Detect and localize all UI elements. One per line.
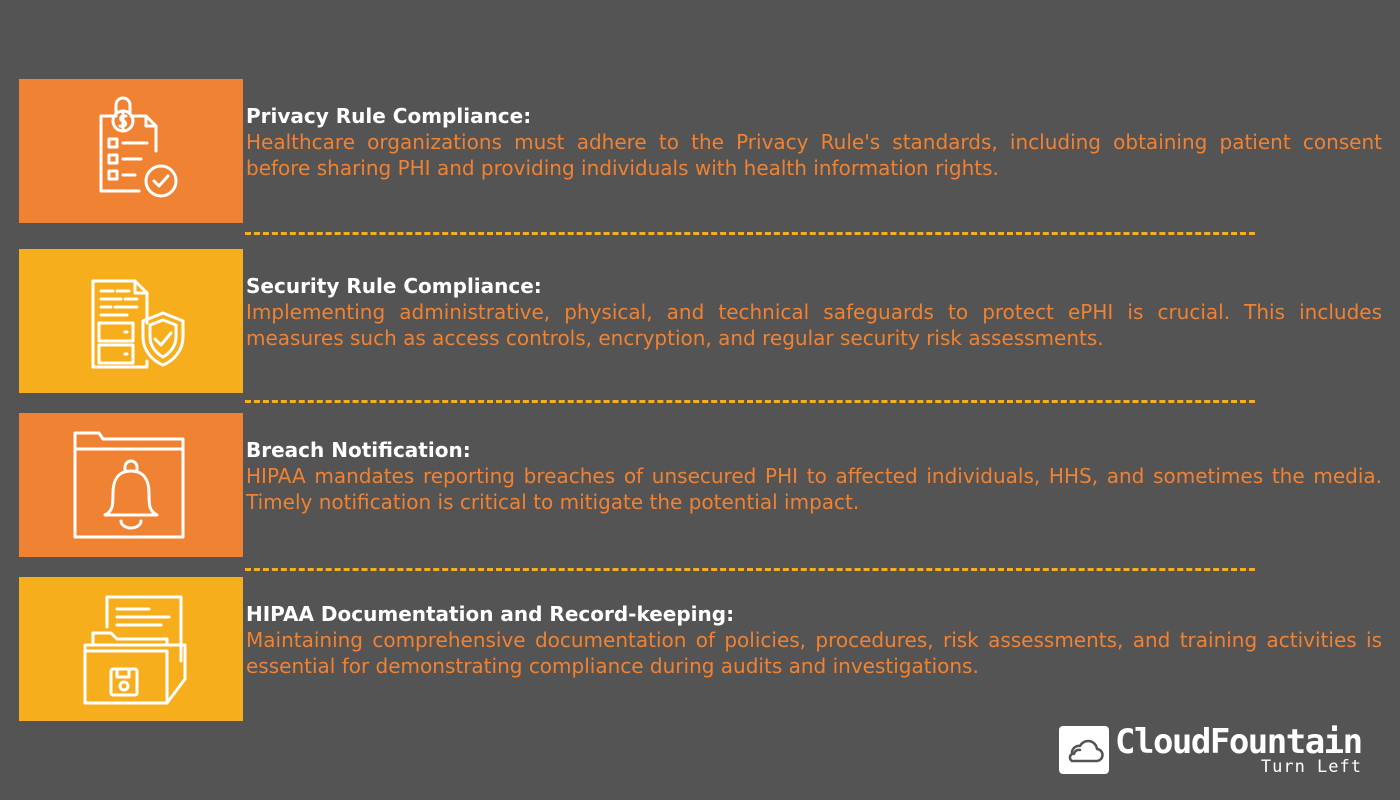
icon-box [19,79,243,223]
compliance-item-documentation [19,577,1389,721]
item-title: Privacy Rule Compliance: [246,104,532,128]
item-description: Healthcare organizations must adhere to the Privacy Rule's standards, including obtaining patient consent before sharing PHI and providing individuals with health information rights. [246,130,1382,180]
icon-box [19,249,243,393]
item-text [246,601,1382,679]
item-description: HIPAA mandates reporting breaches of unsecured PHI to affected individuals, HHS, and sometimes the media. Timely notification is critical to mitigate the potential impact. [246,464,1382,514]
dashed-divider [245,568,1255,571]
folder-document-icon [71,589,191,709]
brand-logo-block [1059,722,1364,777]
item-text [246,103,1382,181]
browser-bell-icon [71,425,191,545]
icon-box [19,577,243,721]
dashed-divider [245,400,1255,403]
compliance-item-security [19,249,1389,393]
item-title: Breach Notification: [246,438,471,462]
compliance-item-privacy [19,79,1389,223]
brand-tagline: Turn Left [1260,757,1362,777]
item-text [246,437,1382,515]
document-shield-icon [71,261,191,381]
item-title: HIPAA Documentation and Record-keeping: [246,602,735,626]
compliance-item-breach [19,413,1389,557]
item-description: Maintaining comprehensive documentation of policies, procedures, risk assessments, and training activities is essential for demonstrating compliance during audits and investigations. [246,628,1382,678]
dashed-divider [245,232,1255,235]
item-title: Security Rule Compliance: [246,274,542,298]
clipboard-lock-checklist-icon [71,91,191,211]
cloud-logo-icon [1059,726,1109,774]
item-text [246,273,1382,351]
icon-box [19,413,243,557]
item-description: Implementing administrative, physical, and technical safeguards to protect ePHI is crucial. This includes measures such as access controls, encryption, and regular security risk assessments. [246,300,1382,350]
brand-name: CloudFountain [1115,722,1362,762]
